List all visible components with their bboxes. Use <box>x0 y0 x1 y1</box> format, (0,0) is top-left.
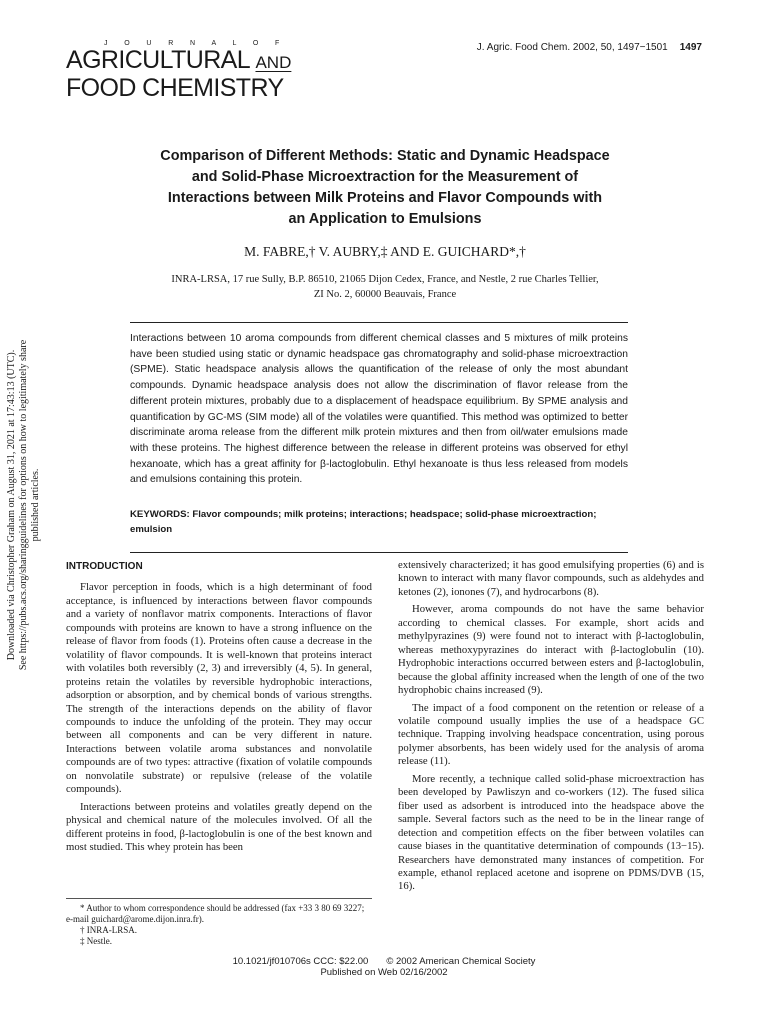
publication-date: Published on Web 02/16/2002 <box>320 967 448 978</box>
abstract: Interactions between 10 aroma compounds from different chemical classes and 5 mixtures of milk proteins have been studied using static or dynamic headspace gas chromatography and solid-phase microextraction (SPME). Static headspace analysis allows the quantification of the release of only the most abundant compounds. Dynamic headspace analysis does not allow the discrimination of flavor release from the different protein mixtures, probably due to a displacement of headspace equilibrium. By SPME analysis and quantification by GC-MS (SIM mode) all of the volatiles were quantified. This method was optimized to better discriminate aroma release from the different milk protein mixtures and then from oil/water emulsions made with these proteins. The highest difference between the release in different proteins was observed for ethyl hexanoate, which has a great affinity for β-lactoglobulin. Ethyl hexanoate is thus less released from models and emulsions containing this protein. <box>130 333 628 486</box>
right-column <box>398 559 704 894</box>
paragraph: The impact of a food component on the retention or release of a volatile compound usually implies the use of a headspace GC technique. Trapping involving headspace concentration, using porous polymer absorbents, has been widely used for the analysis of aroma release (11). <box>398 701 704 768</box>
citation-header <box>477 42 702 53</box>
side-note-line2[interactable]: See https://pubs.acs.org/sharingguidelines for options on how to legitimately share published articles. <box>18 339 41 671</box>
section-heading: INTRODUCTION <box>66 561 143 572</box>
paragraph: Flavor perception in foods, which is a high determinant of food acceptance, is influenced by interactions between flavor compounds and a variety of nonflavor matrix components. Interactions of flavor compounds with proteins are known to have a strong influence on the release of flavor from foods (1). Proteins often cause a decrease in the volatility of flavor compounds. It is well-known that proteins interact with volatiles both reversibly (2, 3) and irreversibly (4, 5). In general, proteins retain the volatiles by reversible hydrophobic interactions, adsorption or absorption, and by chemical bonds of various strengths. The strength of the interactions depends on the ability of flavor compounds to induce the unfolding of the protein. They may occur between all components and can be very different in nature. Interactions between volatile aroma substances and nonvolatile compounds are of two types: attractive (fixation of volatile compounds on nonvolatile substrate) or repulsive (release of the volatile compounds). <box>66 581 372 796</box>
journal-name-line2: FOOD CHEMISTRY <box>66 74 284 102</box>
side-note-line1: Downloaded via Christopher Graham on August 31, 2021 at 17:43:13 (UTC). <box>6 349 17 661</box>
article-title: Comparison of Different Methods: Static and Dynamic Headspace and Solid-Phase Microextraction for the Measurement of Interactions between Milk Proteins and Flavor Compounds with an Application to Emulsions <box>160 148 610 227</box>
paragraph: Interactions between proteins and volatiles greatly depend on the physical and chemical nature of the molecules involved. Of all the different proteins in food, β-lactoglobulin is one of the best known and most studied. This whey protein has been <box>66 800 372 854</box>
abstract-box <box>130 322 628 537</box>
affiliation-line2: ZI No. 2, 60000 Beauvais, France <box>313 288 457 300</box>
copyright: © 2002 American Chemical Society <box>386 956 536 967</box>
abstract-divider <box>130 552 628 553</box>
left-column <box>66 559 372 855</box>
paragraph: More recently, a technique called solid-phase microextraction has been developed by Pawliszyn and co-workers (12). The fused silica fiber used as adsorbent is introduced into the headspace above the sample. Several factors such as the need to be in the linear range of detection and competition effects on the fiber between volatiles can cause biases in the quantitative determination of compounds (13−15). Researchers have demonstrated many instances of competition. For example, ethanol replaced acetone and isoprene on PDMS/DVB (15, 16). <box>398 772 704 893</box>
journal-name-and: AND <box>255 53 292 72</box>
keywords: KEYWORDS: Flavor compounds; milk proteins; interactions; headspace; solid-phase microextraction; emulsion <box>130 509 597 536</box>
affiliation-line1: INRA-LRSA, 17 rue Sully, B.P. 86510, 21065 Dijon Cedex, France, and Nestle, 2 rue Charles Tellier, <box>171 274 599 285</box>
journal-prefix: J O U R N A L O F <box>104 40 287 47</box>
journal-logo <box>66 40 291 102</box>
page-number: 1497 <box>679 42 702 53</box>
affiliation <box>120 273 650 302</box>
download-side-note <box>6 320 42 690</box>
footnote: ‡ Nestle. <box>80 936 112 946</box>
citation-text: J. Agric. Food Chem. 2002, 50, 1497−1501 <box>476 42 668 53</box>
paragraph: extensively characterized; it has good emulsifying properties (6) and is known to interact with many flavor compounds, such as aldehydes and ketones (2), ionones (7), and hydrocarbons (8). <box>398 559 704 598</box>
page-footer <box>0 956 768 978</box>
authors: M. FABRE,† V. AUBRY,‡ AND E. GUICHARD*,† <box>244 244 526 259</box>
paragraph: However, aroma compounds do not have the same behavior according to chemical classes. For example, short acids and methylpyrazines (9) were found not to interact with β-lactoglobulin, whereas methoxypyrazines do interact with β-lactoglobulin (10). Hydrophobic interactions occurred between esters and β-lactoglobulin, because the global affinity increased when the length of one of the two hydrophobic chains increased (9). <box>398 603 704 697</box>
doi[interactable]: 10.1021/jf010706s CCC: $22.00 <box>232 956 369 967</box>
footnotes <box>66 898 372 947</box>
footnote: * Author to whom correspondence should be addressed (fax +33 3 80 69 3227; e-mail guichard@arome.dijon.inra.fr). <box>66 903 365 924</box>
journal-name-line1: AGRICULTURAL <box>66 46 250 74</box>
footnote: † INRA-LRSA. <box>80 925 138 935</box>
